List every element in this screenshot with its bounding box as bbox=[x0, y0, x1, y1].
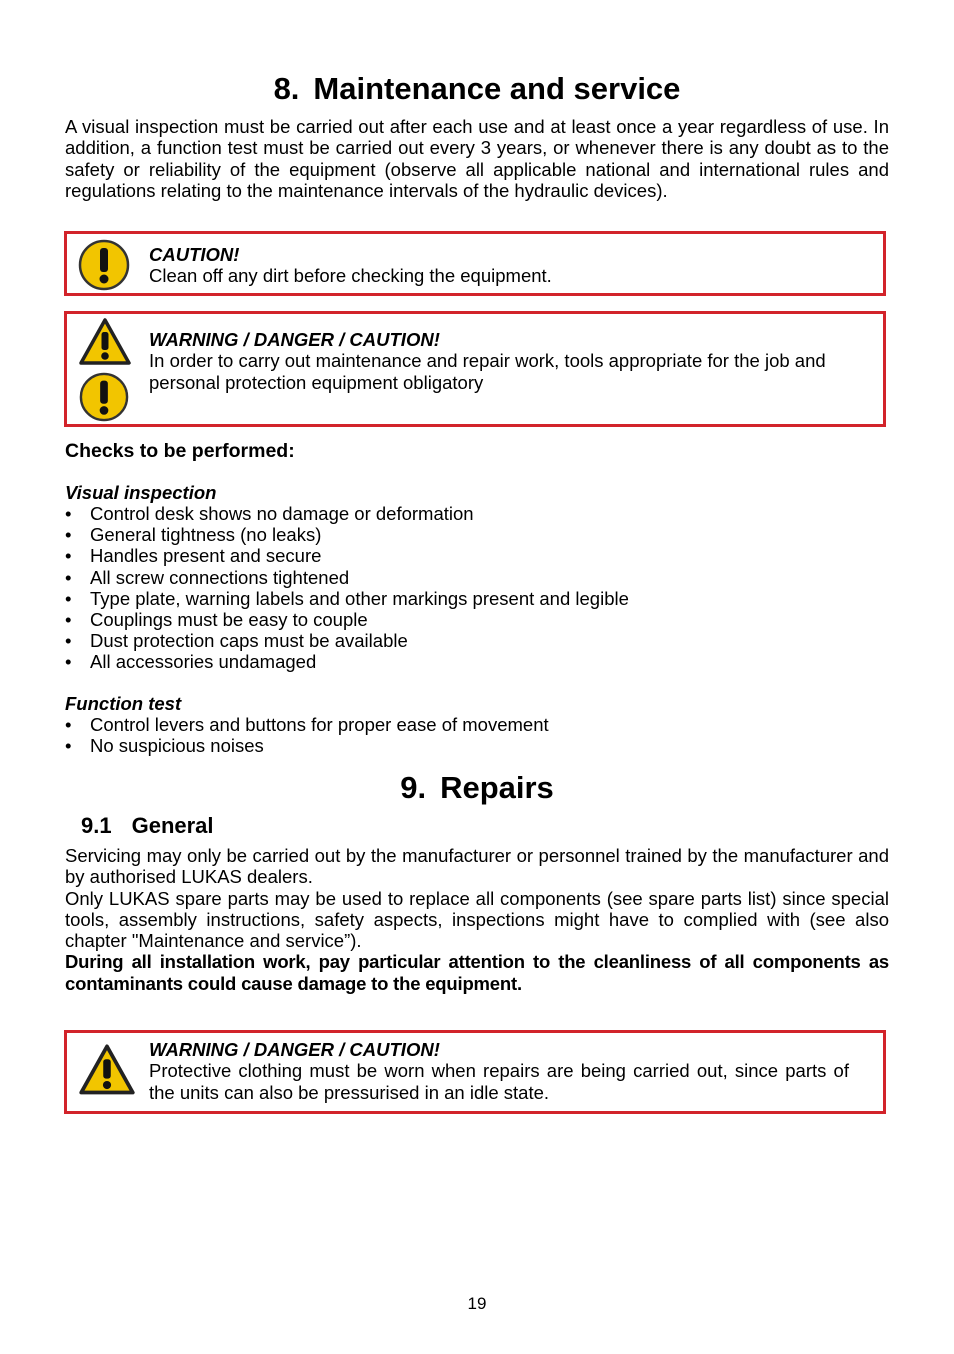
general-text bbox=[65, 845, 889, 994]
warning-notice-text: Protective clothing must be worn when repairs are being carried out, since parts of the units can also be pressurised in an idle state. bbox=[149, 1060, 849, 1103]
caution-notice-text: Clean off any dirt before checking the equipment. bbox=[149, 265, 552, 287]
list-item: • Dust protection caps must be available bbox=[65, 630, 629, 651]
visual-inspection-list bbox=[65, 503, 629, 673]
subsection-9-1-heading bbox=[81, 813, 214, 839]
general-paragraph-2: Only LUKAS spare parts may be used to replace all components (see spare parts list) since special tools, assembly instructions, safety aspects, inspections might have to complied with (see also chapter "Maintenance and service”). bbox=[65, 887, 889, 952]
general-paragraph-bold: During all installation work, pay particular attention to the cleanliness of all components as contaminants could cause damage to the equipment. bbox=[65, 951, 889, 994]
section-8-title: Maintenance and service bbox=[313, 71, 681, 106]
function-test-heading: Function test bbox=[65, 693, 182, 714]
warning-triangle-icon bbox=[78, 317, 132, 367]
section-9-number: 9. bbox=[400, 770, 427, 805]
list-item: • All screw connections tightened bbox=[65, 567, 629, 588]
list-item: • General tightness (no leaks) bbox=[65, 524, 629, 545]
section-9-heading bbox=[65, 770, 889, 806]
general-paragraph-1: Servicing may only be carried out by the manufacturer or personnel trained by the manufacturer and by authorised LUKAS dealers. bbox=[65, 845, 889, 888]
warning-notice-title: WARNING / DANGER / CAUTION! bbox=[149, 1039, 440, 1060]
subsection-title: General bbox=[131, 813, 214, 838]
list-item: • Handles present and secure bbox=[65, 545, 629, 566]
visual-inspection-heading: Visual inspection bbox=[65, 482, 217, 503]
warning-triangle-icon bbox=[78, 1043, 136, 1097]
list-item: • Control levers and buttons for proper ease of movement bbox=[65, 714, 549, 735]
section-8-heading bbox=[65, 71, 889, 107]
section-9-title: Repairs bbox=[440, 770, 554, 805]
caution-circle-icon bbox=[78, 239, 130, 291]
caution-notice-title: CAUTION! bbox=[149, 244, 240, 265]
checks-heading: Checks to be performed: bbox=[65, 440, 295, 462]
list-item: • No suspicious noises bbox=[65, 735, 549, 756]
caution-circle-icon bbox=[79, 372, 129, 422]
list-item: • All accessories undamaged bbox=[65, 651, 629, 672]
function-test-list bbox=[65, 714, 549, 756]
warning-notice-text: In order to carry out maintenance and repair work, tools appropriate for the job and personal protection equipment obligatory bbox=[149, 350, 826, 393]
warning-notice-maintenance bbox=[64, 311, 886, 427]
warning-notice-repairs bbox=[64, 1030, 886, 1114]
list-item: • Couplings must be easy to couple bbox=[65, 609, 629, 630]
warning-notice-title: WARNING / DANGER / CAUTION! bbox=[149, 329, 440, 350]
maintenance-intro: A visual inspection must be carried out after each use and at least once a year regardless of use. In addition, a function test must be carried out every 3 years, or whenever there is any doubt as to the safety or reliability of the equipment (observe all applicable national and international rules and regulations relating to the maintenance intervals of the hydraulic devices). bbox=[65, 116, 889, 201]
list-item: • Control desk shows no damage or deformation bbox=[65, 503, 629, 524]
caution-notice bbox=[64, 231, 886, 296]
section-8-number: 8. bbox=[273, 71, 300, 106]
page-number: 19 bbox=[467, 1294, 487, 1313]
list-item: • Type plate, warning labels and other markings present and legible bbox=[65, 588, 629, 609]
subsection-number: 9.1 bbox=[81, 813, 112, 838]
